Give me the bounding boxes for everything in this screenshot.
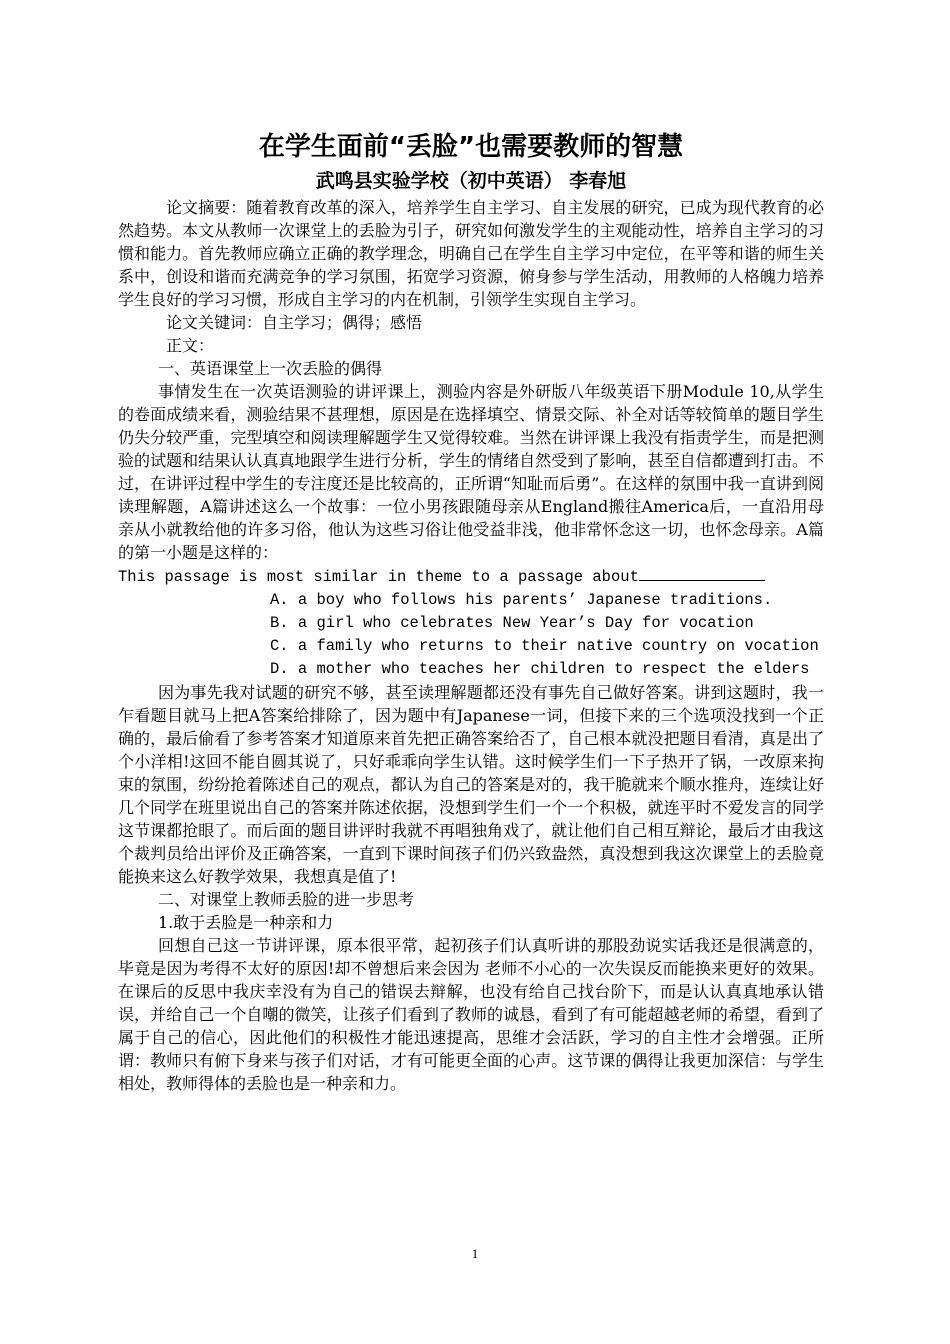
option-a: A. a boy who follows his parents’ Japanese traditions. xyxy=(270,591,773,609)
author-line: 武鸣县实验学校（初中英语） 李春旭 xyxy=(315,170,627,192)
question-text: This passage is most similar in theme to a passage about xyxy=(118,568,639,586)
paragraph-2: 因为事先我对试题的研究不够，甚至读理解题都还没有事先自己做好答案。讲到这题时，我一乍看题目就马上把A答案给排除了，因为题中有Japanese一词，但接下来的三个选项没找到一个正确的，最后偷看了参考答案才知道原来首先把正确答案给否了，自己根本就没把题目看清，真是出了个小洋相!这回不能自圆其说了，只好乖乖向学生认错。这时候学生们一下子热开了锅，一改原来拘束的氛围，纷纷抢着陈述自己的观点，都认为自己的答案是对的，我干脆就来个顺水推舟，连续让好几个同学在班里说出自己的答案并陈述依据，没想到学生们一个一个积极，就连平时不爱发言的同学这节课都抢眼了。而后面的题目讲评时我就不再唱独角戏了，就让他们自己相互辩论，最后才由我这个裁判员给出评价及正确答案，一直到下课时间孩子们仍兴致盎然，真没想到我这次课堂上的丢脸竟能换来这么好教学效果，我想真是值了! xyxy=(118,683,824,886)
question-line xyxy=(118,564,824,589)
keywords-line: 论文关键词：自主学习；偶得；感悟 xyxy=(166,313,423,332)
page-title: 在学生面前“丢脸”也需要教师的智慧 xyxy=(258,132,684,162)
paragraph-3: 回想自己这一节讲评课，原本很平常，起初孩子们认真听讲的那股劲说实话我还是很满意的，毕竟是因为考得不太好的原因!却不曾想后来会因为 老师不小心的一次失误反而能换来更好的效果。在课后的反思中我庆幸没有为自己的错误去辩解，也没有给自己找台阶下，而是认认真真地承认错误，并给自己一个自嘲的微笑，让孩子们看到了教师的诚恳，看到了有可能超越老师的希望，看到了属于自己的信心，因此他们的积极性才能迅速提高，思维才会活跃，学习的自主性才会增强。正所谓：教师只有俯下身来与孩子们对话，才有可能更全面的心声。这节课的偶得让我更加深信：与学生相处，教师得体的丢脸也是一种亲和力。 xyxy=(118,936,824,1093)
subsection-heading-1: 1.敢于丢脸是一种亲和力 xyxy=(158,913,334,932)
page-number: 1 xyxy=(471,1246,479,1261)
section-heading-1: 一、英语课堂上一次丢脸的偶得 xyxy=(158,359,383,378)
body-label: 正文： xyxy=(166,336,215,355)
document-page xyxy=(118,128,824,1095)
option-b: B. a girl who celebrates New Year’s Day for vocation xyxy=(270,614,754,632)
answer-blank xyxy=(639,565,765,581)
abstract-paragraph: 论文摘要：随着教育改革的深入，培养学生自主学习、自主发展的研究，已成为现代教育的必然趋势。本文从教师一次课堂上的丢脸为引子，研究如何激发学生的主观能动性，培养自主学习的习惯和能力。首先教师应确立正确的教学理念，明确自己在学生自主学习中定位，在平等和谐的师生关系中，创设和谐而充满竞争的学习氛围，拓宽学习资源，俯身参与学生活动，用教师的人格魄力培养学生良好的学习习惯，形成自主学习的内在机制，引领学生实现自主学习。 xyxy=(118,198,824,309)
option-d: D. a mother who teaches her children to respect the elders xyxy=(270,660,810,678)
paragraph-1: 事情发生在一次英语测验的讲评课上，测验内容是外研版八年级英语下册Module 10,从学生的卷面成绩来看，测验结果不甚理想，原因是在选择填空、情景交际、补全对话等较简单的题目学生仍失分较严重，完型填空和阅读理解题学生又觉得较难。当然在讲评课上我没有指责学生，而是把测验的试题和结果认认真真地跟学生进行分析，学生的情绪自然受到了影响，甚至自信都遭到打击。不过，在讲评过程中学生的专注度还是比较高的，正所谓“知耻而后勇”。在这样的氛围中我一直讲到阅读理解题，A篇讲述这么一个故事：一位小男孩跟随母亲从England搬往America后，一直沿用母亲从小就教给他的许多习俗，他认为这些习俗让他受益非浅，他非常怀念这一切，也怀念母亲。A篇的第一小题是这样的： xyxy=(118,382,824,562)
option-c: C. a family who returns to their native country on vocation xyxy=(270,637,819,655)
section-heading-2: 二、对课堂上教师丢脸的进一步思考 xyxy=(158,890,415,909)
